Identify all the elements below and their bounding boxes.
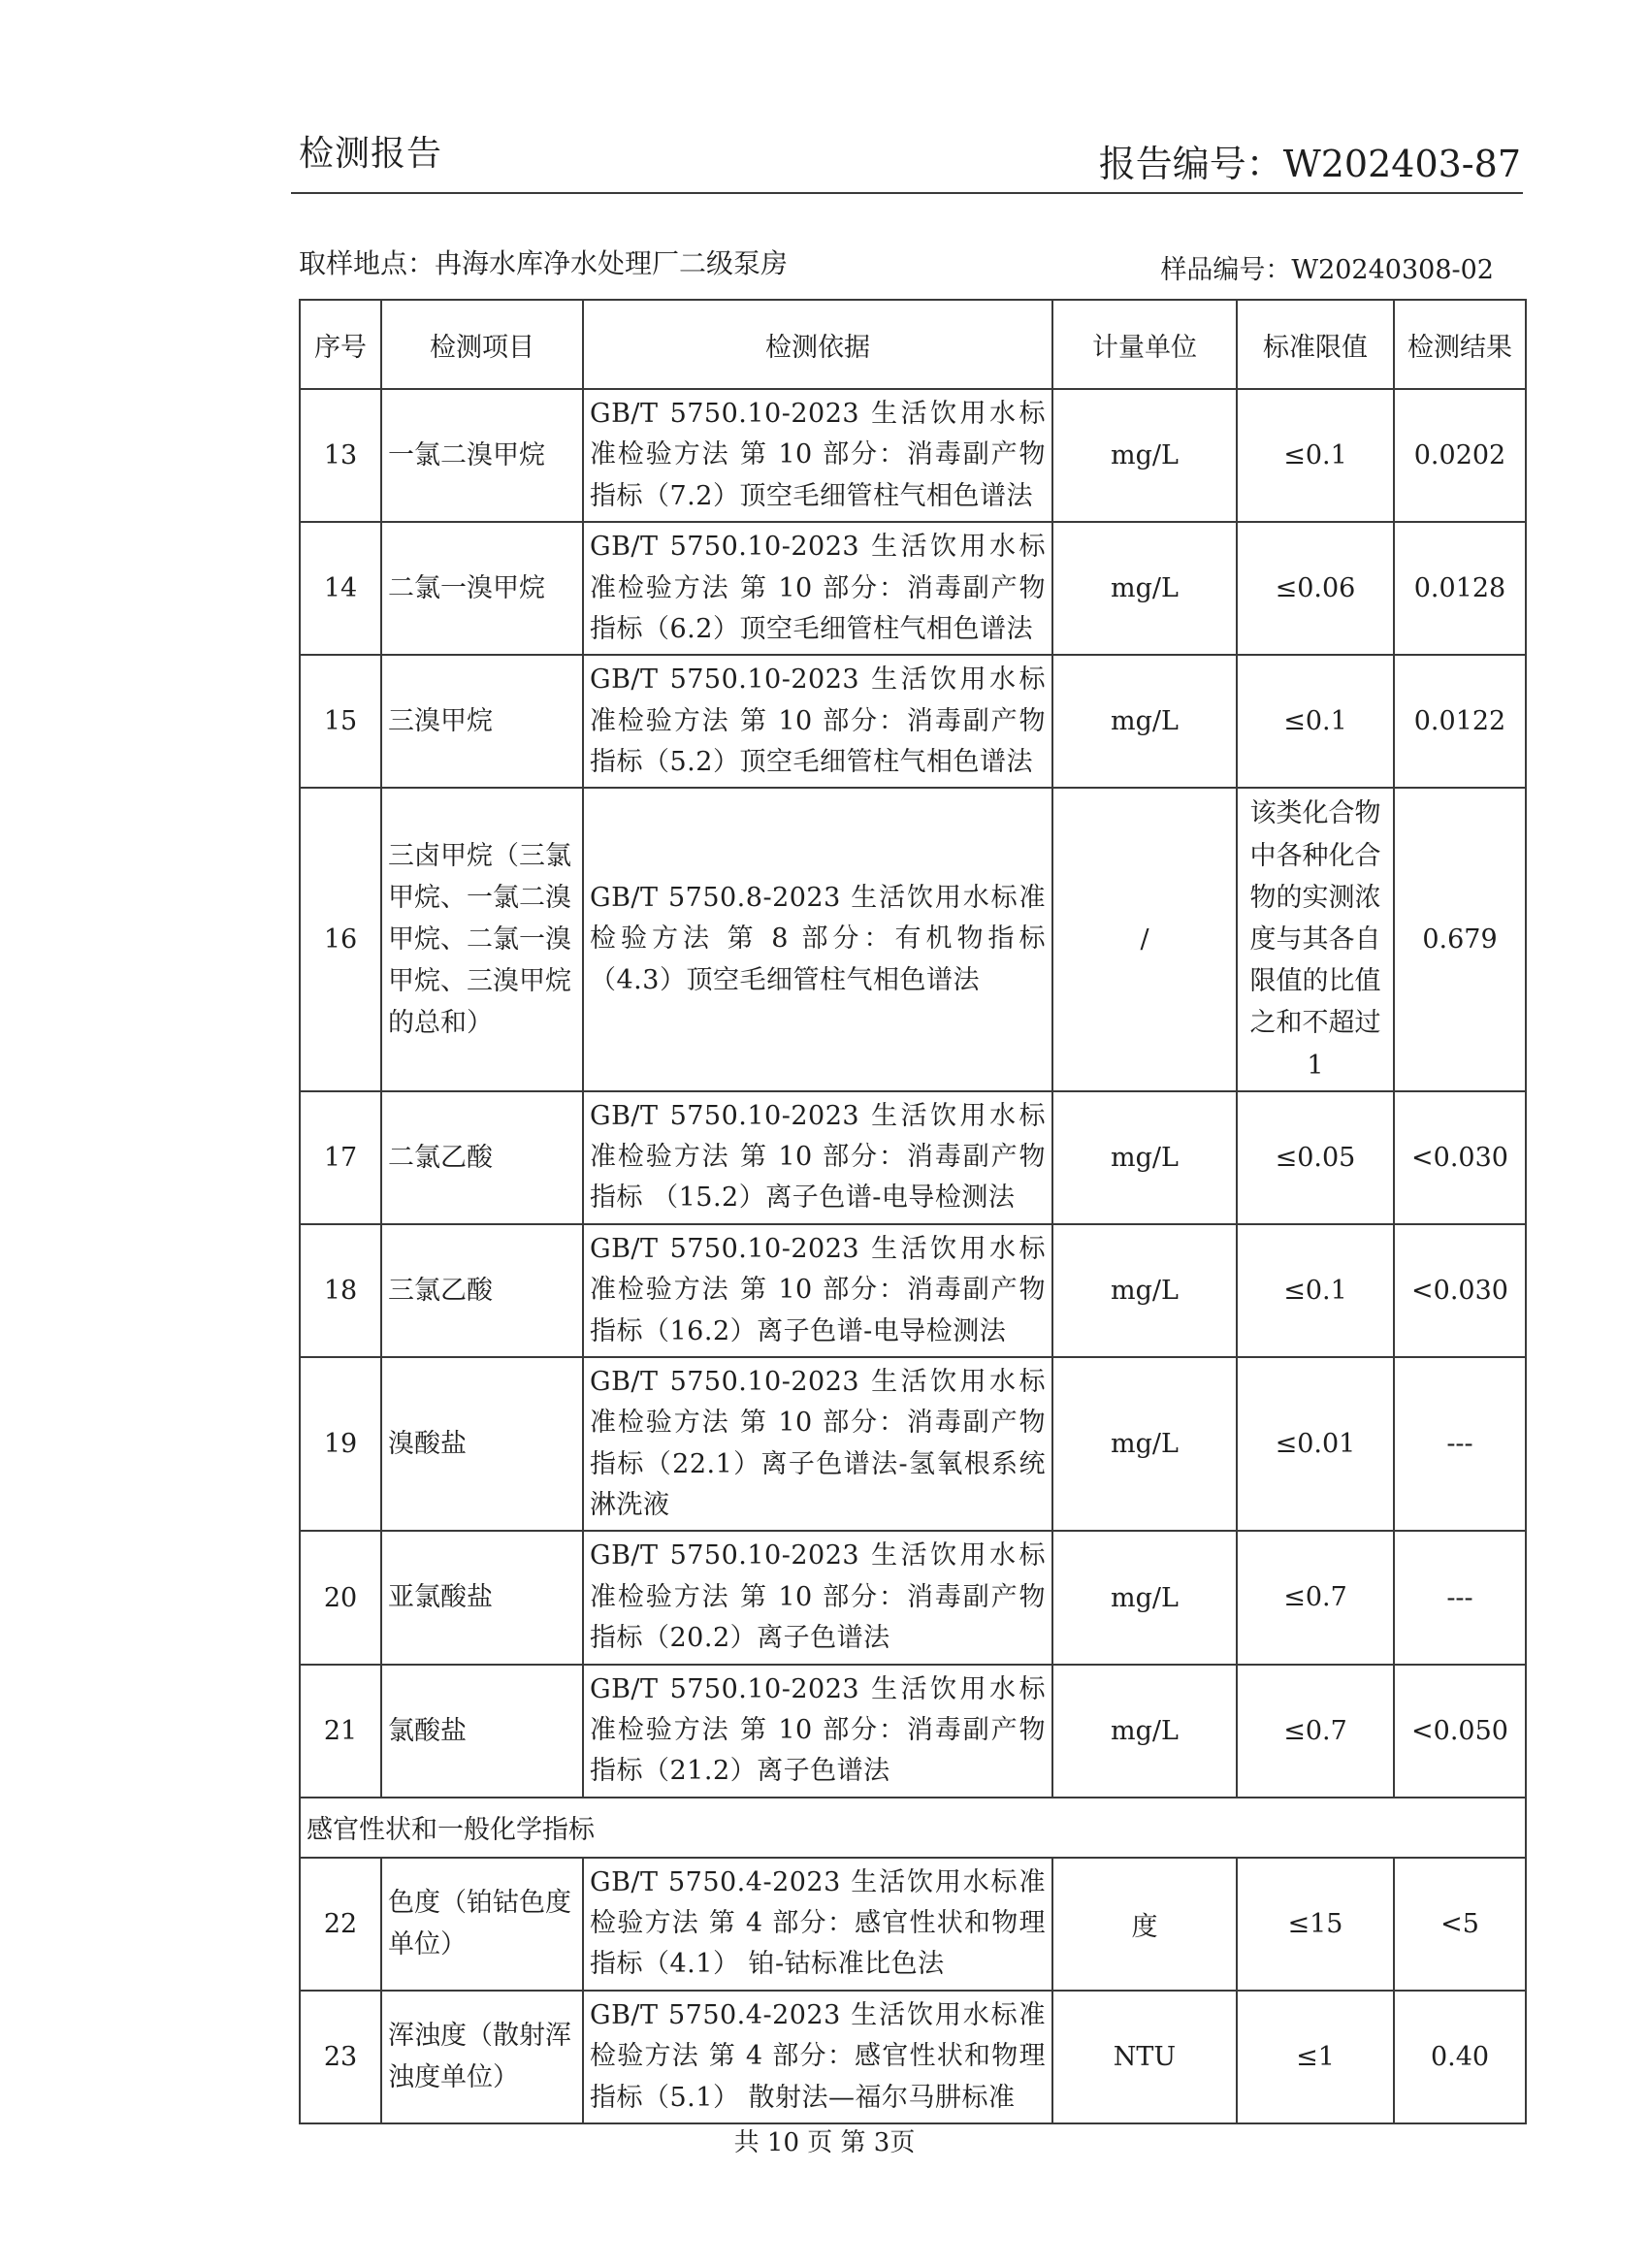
row-basis: GB/T 5750.10-2023 生活饮用水标准检验方法 第 10 部分：消毒副产物指标（7.2）顶空毛细管柱气相色谱法 [583,389,1052,522]
row-result: 0.40 [1394,1991,1526,2123]
row-limit: 该类化合物中各种化合物的实测浓度与其各自限值的比值之和不超过1 [1237,788,1394,1090]
row-basis: GB/T 5750.10-2023 生活饮用水标准检验方法 第 10 部分：消毒副产物指标（21.2）离子色谱法 [583,1665,1052,1798]
row-unit: 度 [1052,1858,1237,1991]
page-footer: 共 10 页 第 3页 [733,2128,916,2157]
row-result: --- [1394,1357,1526,1532]
table-header-row [300,300,1526,389]
sample-number: 样品编号：W20240308-02 [1160,255,1494,285]
table-row [300,389,1526,522]
table-row [300,655,1526,788]
row-no: 15 [300,655,381,788]
table-row [300,1991,1526,2123]
row-basis: GB/T 5750.10-2023 生活饮用水标准检验方法 第 10 部分：消毒副产物指标（6.2）顶空毛细管柱气相色谱法 [583,522,1052,655]
row-item: 一氯二溴甲烷 [381,389,583,522]
table-row [300,1858,1526,1991]
row-basis: GB/T 5750.4-2023 生活饮用水标准检验方法 第 4 部分：感官性状和物理指标（5.1） 散射法—福尔马肼标准 [583,1991,1052,2123]
col-header-limit: 标准限值 [1237,300,1394,389]
row-result: 0.0122 [1394,655,1526,788]
row-no: 17 [300,1091,381,1224]
col-header-basis: 检测依据 [583,300,1052,389]
row-limit: ≤0.06 [1237,522,1394,655]
row-item: 溴酸盐 [381,1357,583,1532]
row-basis: GB/T 5750.10-2023 生活饮用水标准检验方法 第 10 部分：消毒副产物指标（5.2）顶空毛细管柱气相色谱法 [583,655,1052,788]
table-row [300,1665,1526,1798]
row-result: 0.679 [1394,788,1526,1090]
row-no: 21 [300,1665,381,1798]
row-basis: GB/T 5750.10-2023 生活饮用水标准检验方法 第 10 部分：消毒副产物指标 （15.2）离子色谱-电导检测法 [583,1091,1052,1224]
row-basis: GB/T 5750.10-2023 生活饮用水标准检验方法 第 10 部分：消毒副产物指标（20.2）离子色谱法 [583,1531,1052,1664]
report-title: 检测报告 [299,134,443,174]
row-limit: ≤0.01 [1237,1357,1394,1532]
row-limit: ≤15 [1237,1858,1394,1991]
row-limit: ≤0.7 [1237,1665,1394,1798]
row-item: 三氯乙酸 [381,1224,583,1357]
row-item: 三溴甲烷 [381,655,583,788]
row-result: <5 [1394,1858,1526,1991]
row-unit: mg/L [1052,655,1237,788]
row-result: <0.030 [1394,1091,1526,1224]
row-basis: GB/T 5750.10-2023 生活饮用水标准检验方法 第 10 部分：消毒副产物指标（22.1）离子色谱法-氢氧根系统淋洗液 [583,1357,1052,1532]
report-number: 报告编号：W202403-87 [1098,143,1521,185]
row-item: 色度（铂钴色度单位） [381,1858,583,1991]
row-item: 二氯一溴甲烷 [381,522,583,655]
row-basis: GB/T 5750.4-2023 生活饮用水标准检验方法 第 4 部分：感官性状和物理指标（4.1） 铂-钴标准比色法 [583,1858,1052,1991]
row-result: 0.0202 [1394,389,1526,522]
row-limit: ≤0.1 [1237,655,1394,788]
table-row [300,1224,1526,1357]
row-no: 16 [300,788,381,1090]
row-no: 13 [300,389,381,522]
row-limit: ≤0.7 [1237,1531,1394,1664]
row-item: 二氯乙酸 [381,1091,583,1224]
row-no: 19 [300,1357,381,1532]
header-divider [291,192,1523,194]
row-result: --- [1394,1531,1526,1664]
row-no: 23 [300,1991,381,2123]
row-unit: mg/L [1052,1224,1237,1357]
table-row [300,1531,1526,1664]
sampling-location: 取样地点：冉海水库净水处理厂二级泵房 [299,247,789,279]
table-row [300,788,1526,1090]
row-limit: ≤0.1 [1237,1224,1394,1357]
row-unit: NTU [1052,1991,1237,2123]
table-row [300,1357,1526,1532]
row-result: 0.0128 [1394,522,1526,655]
row-limit: ≤0.1 [1237,389,1394,522]
row-item: 氯酸盐 [381,1665,583,1798]
row-no: 18 [300,1224,381,1357]
row-unit: mg/L [1052,1091,1237,1224]
row-unit: mg/L [1052,389,1237,522]
col-header-unit: 计量单位 [1052,300,1237,389]
row-unit: mg/L [1052,1357,1237,1532]
row-item: 三卤甲烷（三氯甲烷、一氯二溴甲烷、二氯一溴甲烷、三溴甲烷的总和） [381,788,583,1090]
row-unit: mg/L [1052,522,1237,655]
col-header-no: 序号 [300,300,381,389]
row-no: 22 [300,1858,381,1991]
row-item: 亚氯酸盐 [381,1531,583,1664]
row-basis: GB/T 5750.10-2023 生活饮用水标准检验方法 第 10 部分：消毒副产物指标（16.2）离子色谱-电导检测法 [583,1224,1052,1357]
table-row [300,522,1526,655]
row-basis: GB/T 5750.8-2023 生活饮用水标准检验方法 第 8 部分：有机物指标（4.3）顶空毛细管柱气相色谱法 [583,788,1052,1090]
col-header-result: 检测结果 [1394,300,1526,389]
row-unit: / [1052,788,1237,1090]
table-row [300,1091,1526,1224]
results-table [299,299,1527,2124]
row-unit: mg/L [1052,1531,1237,1664]
row-unit: mg/L [1052,1665,1237,1798]
col-header-item: 检测项目 [381,300,583,389]
row-limit: ≤0.05 [1237,1091,1394,1224]
row-result: <0.030 [1394,1224,1526,1357]
section-row [300,1798,1526,1858]
row-limit: ≤1 [1237,1991,1394,2123]
row-no: 20 [300,1531,381,1664]
section-title: 感官性状和一般化学指标 [300,1798,1526,1858]
row-no: 14 [300,522,381,655]
row-result: <0.050 [1394,1665,1526,1798]
row-item: 浑浊度（散射浑浊度单位） [381,1991,583,2123]
